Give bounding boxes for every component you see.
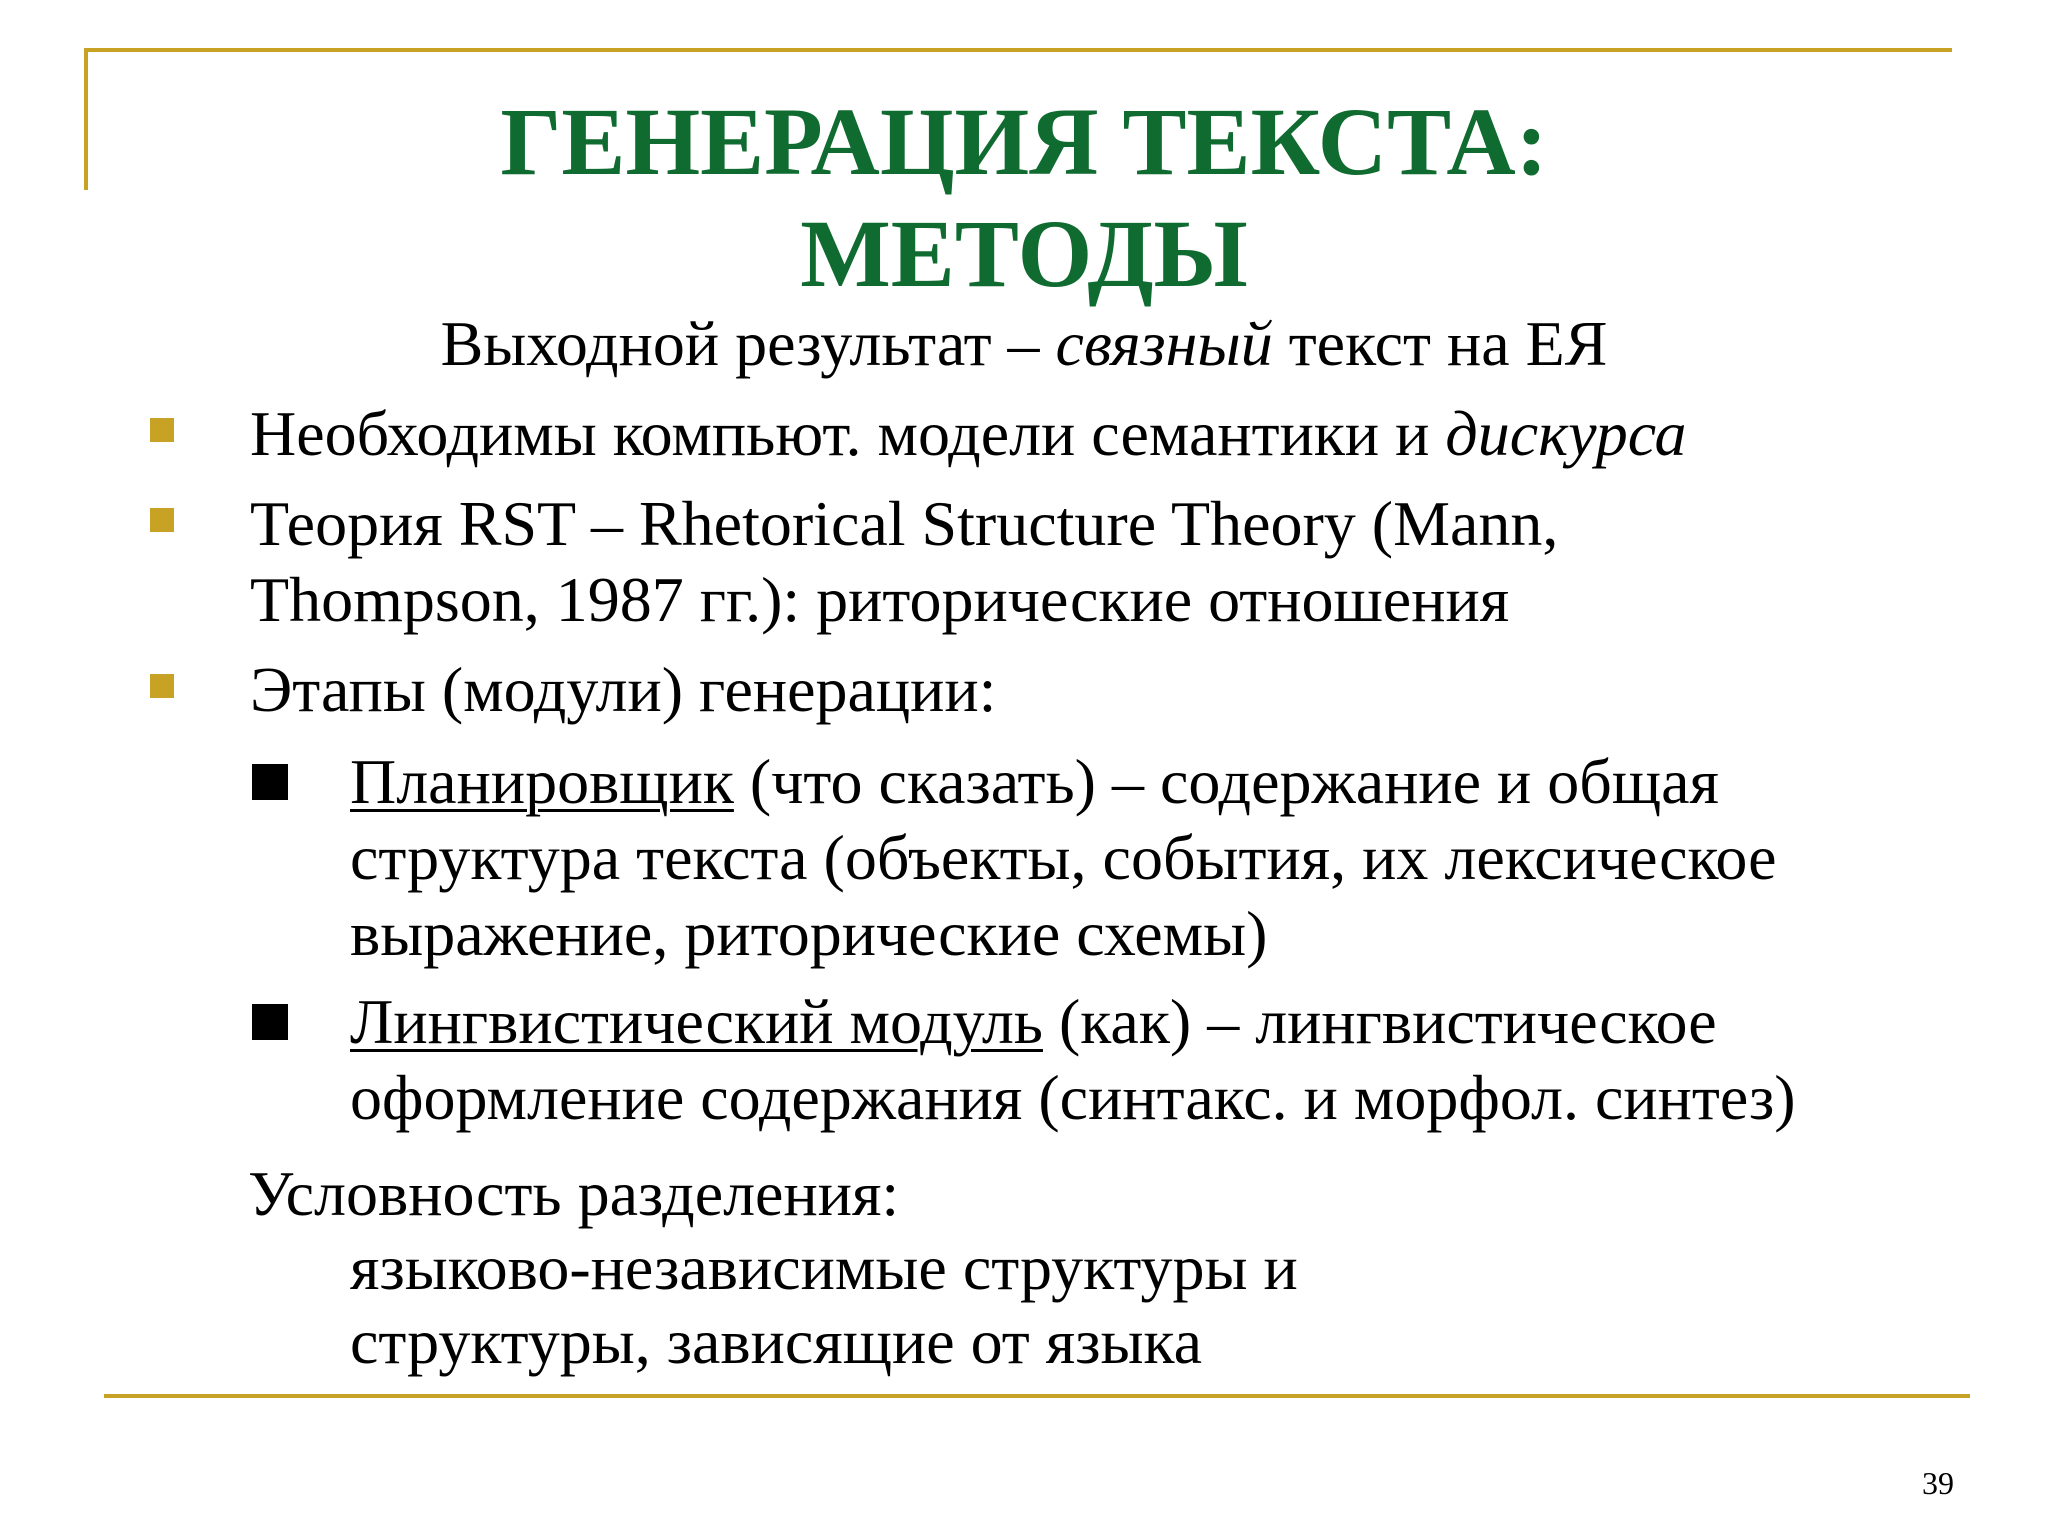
bullet-text [250,652,2010,728]
subtitle-text-after: текст на ЕЯ [1272,308,1608,379]
bullet-text [250,396,2010,472]
slide-title [0,86,2048,310]
slide-number: 39 [1922,1465,1954,1501]
subtitle-text-before: Выходной результат – [440,308,1056,379]
slide-title-line1: ГЕНЕРАЦИЯ ТЕКСТА: [500,88,1548,195]
subtitle-emphasis: связный [1055,308,1273,379]
sub-bullet-line: структура текста (объекты, события, их лексическое [350,822,1777,893]
sub-bullet-line [350,744,1970,820]
sub-bullet-line: выражение, риторические схемы) [350,898,1268,969]
top-decorative-rule [84,48,1952,52]
bottom-decorative-rule [104,1394,1970,1398]
gold-square-bullet-icon [150,508,174,532]
sub-bullet-text [350,984,1970,1136]
gold-square-bullet-icon [150,418,174,442]
sub-bullet-line: оформление содержания (синтакс. и морфол. синтез) [350,1062,1796,1133]
bullet-line: Этапы (модули) генерации: [250,654,997,725]
slide-subtitle [0,306,2048,382]
bullet-line [250,396,2010,472]
bullet-line: Теория RST – Rhetorical Structure Theory (Mann, [250,488,1559,559]
bullet-emphasis: дискурса [1445,398,1687,469]
sub-bullet-text [350,744,1970,972]
black-square-bullet-icon [252,764,288,800]
sub-bullet-term: Лингвистический модуль [350,986,1043,1057]
sub-bullet-rest: (как) – лингвистическое [1042,986,1717,1057]
conclusion-line1: языково-независимые структуры и [350,1232,1298,1303]
gold-square-bullet-icon [150,674,174,698]
bullet-text [250,486,2010,638]
sub-bullet-rest: (что сказать) – содержание и общая [733,746,1719,817]
bullet-line: Thompson, 1987 гг.): риторические отношения [250,564,1510,635]
black-square-bullet-icon [252,1004,288,1040]
slide-title-line2: МЕТОДЫ [800,200,1248,307]
conclusion-line2: структуры, зависящие от языка [350,1306,1202,1377]
sub-bullet-term: Планировщик [350,746,734,817]
conclusion-heading: Условность разделения: [248,1158,900,1229]
sub-bullet-line [350,984,1970,1060]
bullet-plain-text: Необходимы компьют. модели семантики и [250,398,1446,469]
